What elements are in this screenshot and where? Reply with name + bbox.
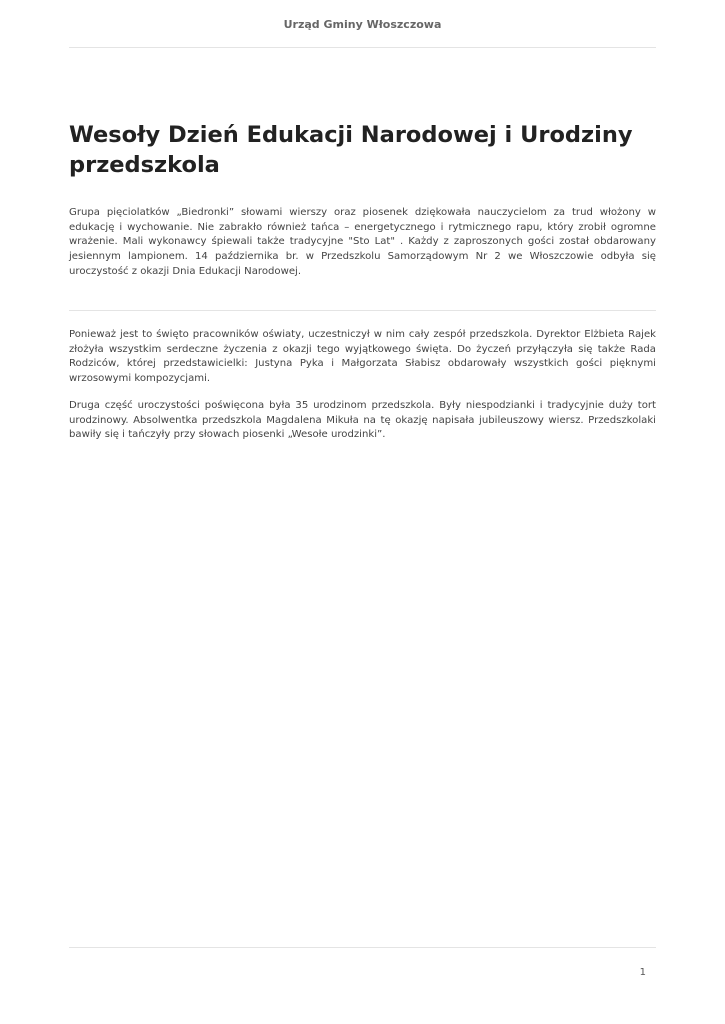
article-title: Wesoły Dzień Edukacji Narodowej i Urodziny przedszkola <box>69 122 633 178</box>
footer-divider <box>69 947 656 948</box>
article-paragraph-3: Druga część uroczystości poświęcona była 35 urodzinom przedszkola. Były niespodzianki i tradycyjnie duży tort urodzinowy. Absolwentka przedszkola Magdalena Mikuła na tę okazję napisała jubileuszowy wiersz. Przedszkolaki bawiły się i tańczyły przy słowach piosenki „Wesołe urodzinki”. <box>69 400 656 441</box>
article-paragraph-2: Ponieważ jest to święto pracowników oświaty, uczestniczył w nim cały zespół przedszkola. Dyrektor Elżbieta Rajek złożyła wszystkim serdeczne życzenia z okazji tego wyjątkowego święta. Do życzeń przyłączyła się także Rada Rodziców, której przedstawicielki: Justyna Pyka i Małgorzata Słabisz obdarowały wszystkich gości pięknymi wrzosowymi kompozycjami. <box>69 329 656 385</box>
site-name: Urząd Gminy Włoszczowa <box>283 18 442 31</box>
header-divider <box>69 47 656 48</box>
section-divider <box>69 310 656 311</box>
page-number: 1 <box>639 967 646 978</box>
article-paragraph-1: Grupa pięciolatków „Biedronki” słowami wierszy oraz piosenek dziękowała nauczycielom za trud włożony w edukację i wychowanie. Nie zabrakło również tańca – energetycznego i rytmicznego rapu, który zrobił ogromne wrażenie. Mali wykonawcy śpiewali także tradycyjne "Sto Lat" . Każdy z zaproszonych gości został obdarowany jesiennym lampionem. 14 października br. w Przedszkolu Samorządowym Nr 2 we Włoszczowie odbyła się uroczystość z okazji Dnia Edukacji Narodowej. <box>69 207 656 277</box>
